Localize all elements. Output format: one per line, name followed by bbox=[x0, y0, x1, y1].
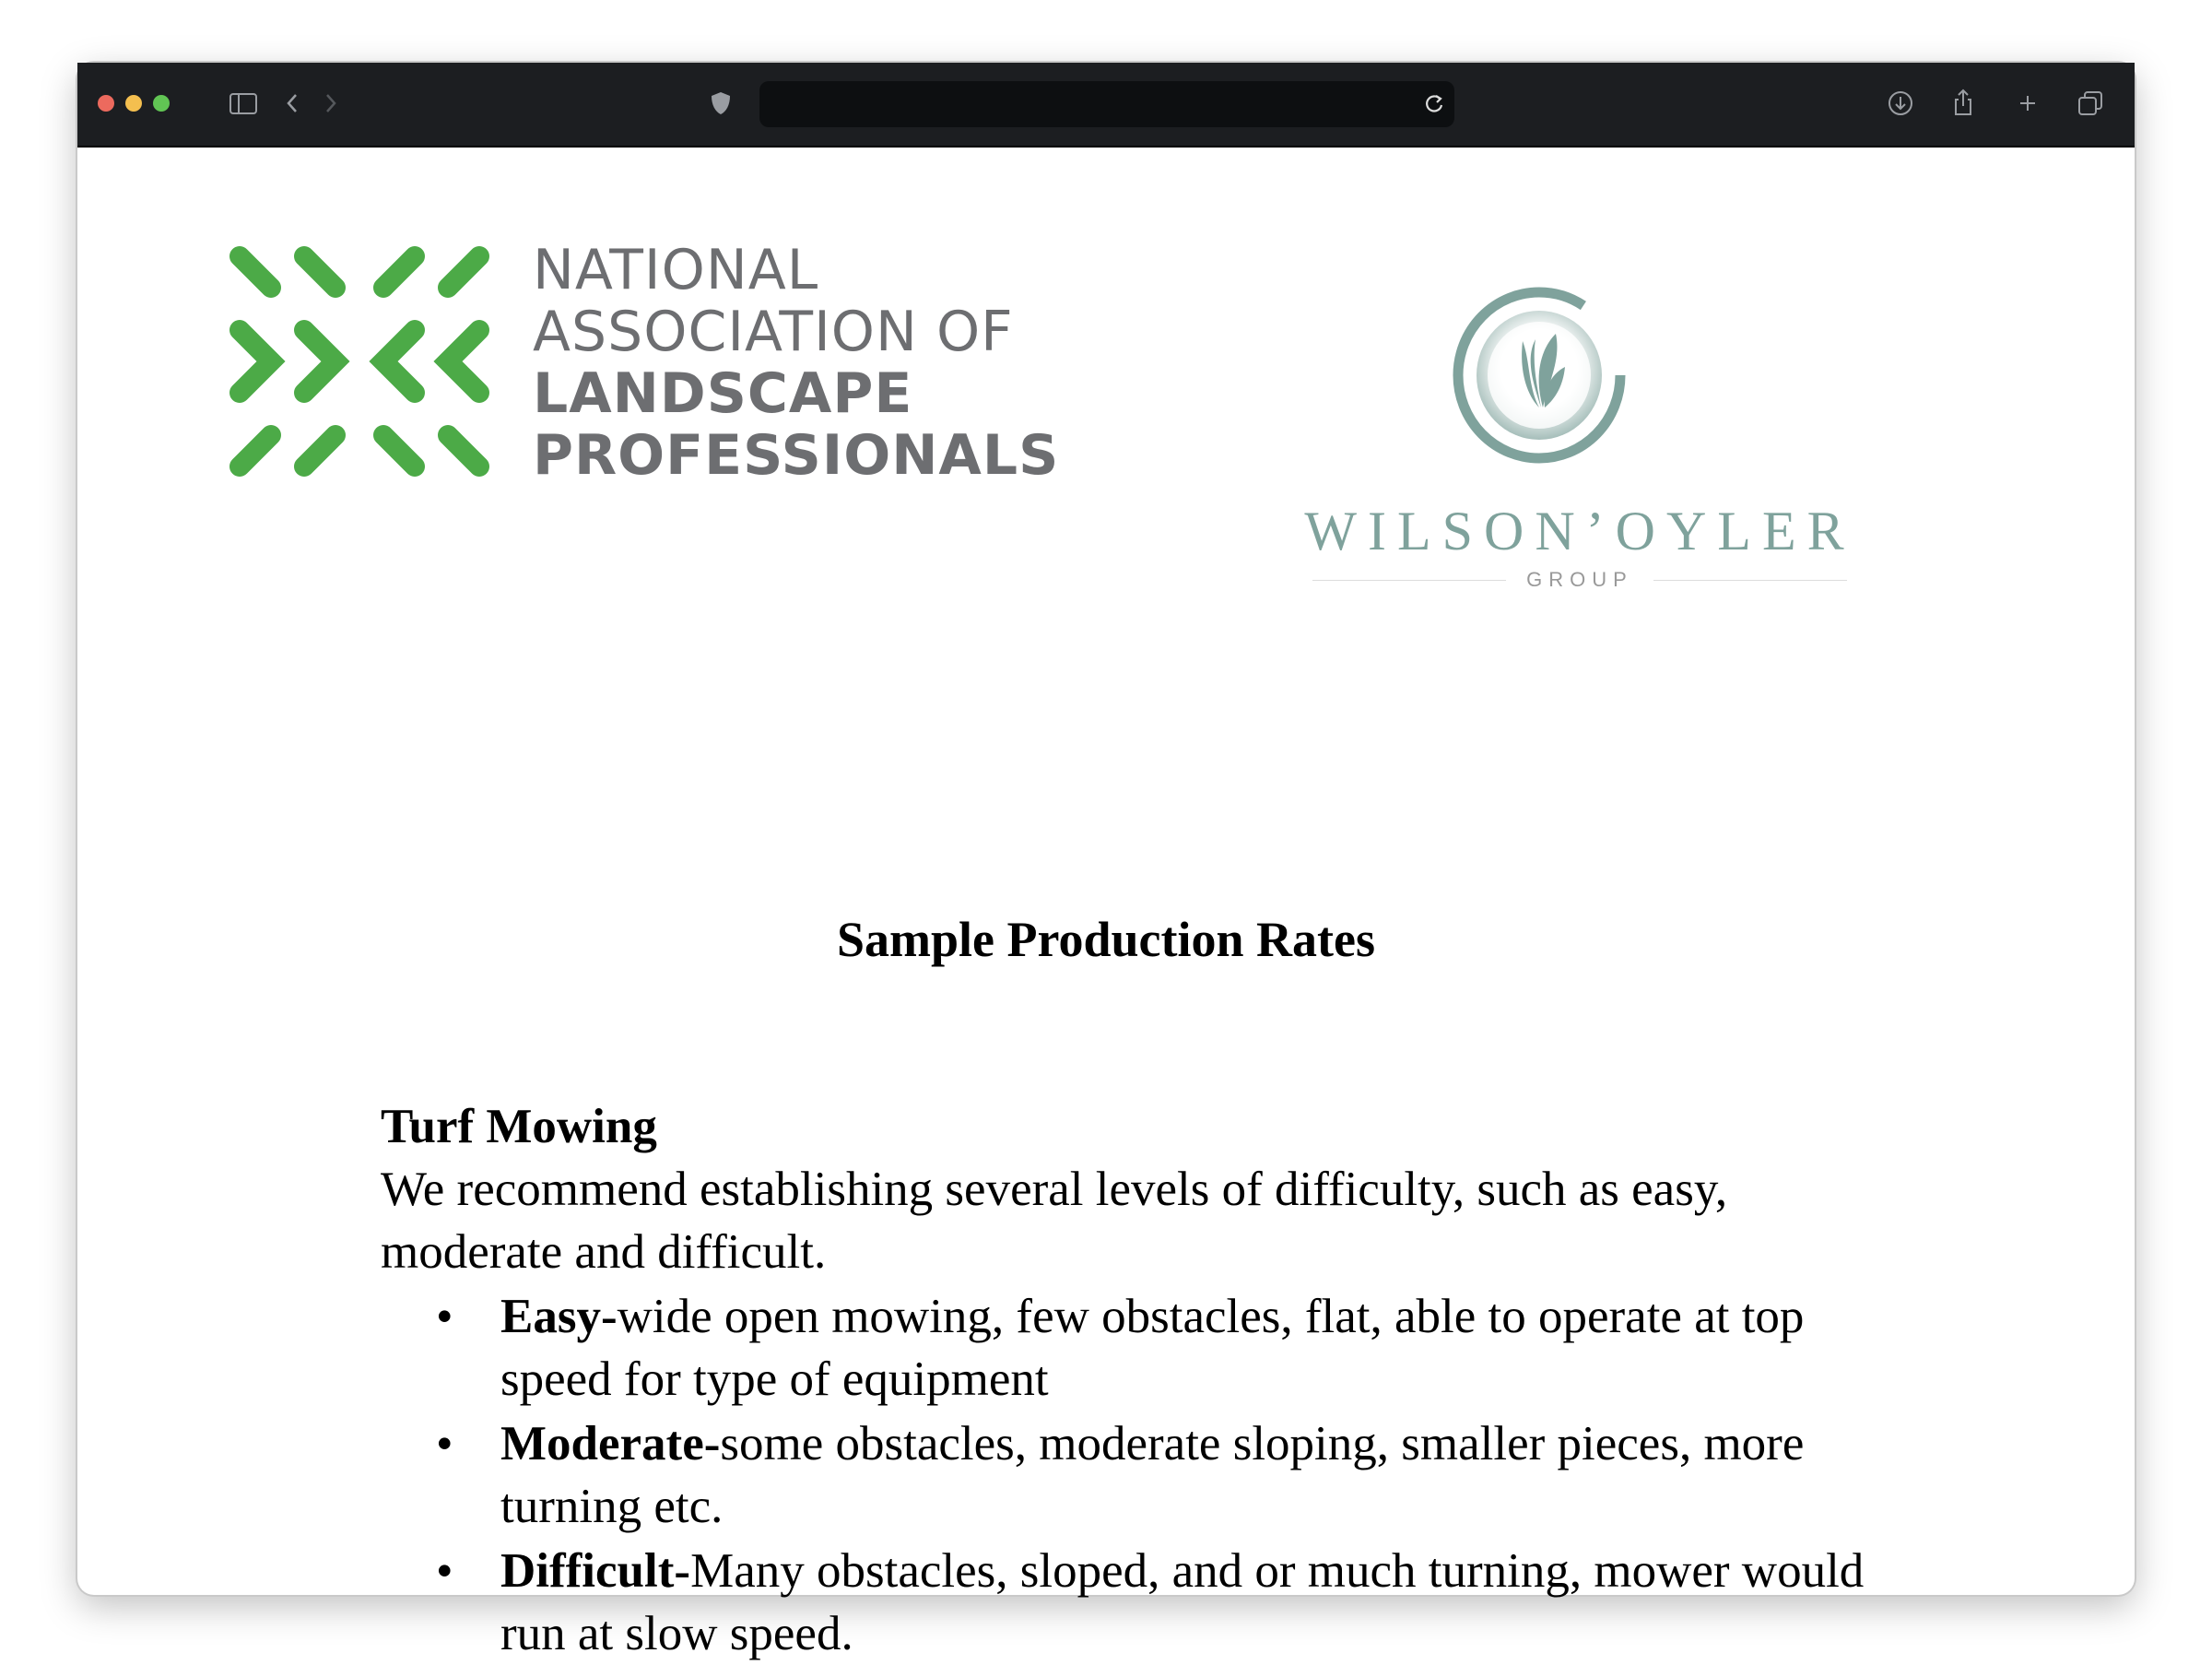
logo-line: ASSOCIATION OF bbox=[533, 300, 1014, 364]
document-title: Sample Production Rates bbox=[836, 912, 1375, 967]
browser-toolbar bbox=[77, 63, 2135, 148]
item-label: Difficult- bbox=[500, 1544, 691, 1598]
document-body bbox=[381, 1095, 1892, 1665]
wilson-oyler-group-text: GROUP bbox=[1526, 568, 1633, 591]
new-tab-icon[interactable] bbox=[2011, 87, 2044, 120]
reload-icon[interactable] bbox=[1418, 88, 1451, 121]
intro-paragraph: We recommend establishing several levels of difficulty, such as easy, moderate and difficult. bbox=[381, 1163, 1728, 1279]
logo-line: LANDSCAPE bbox=[533, 361, 913, 426]
address-bar[interactable] bbox=[759, 81, 1454, 127]
logo-line: PROFESSIONALS bbox=[533, 423, 1060, 488]
sidebar-icon[interactable] bbox=[227, 87, 260, 120]
wilson-oyler-emblem-icon bbox=[1447, 286, 1631, 470]
download-icon[interactable] bbox=[1884, 87, 1917, 120]
forward-icon[interactable] bbox=[313, 87, 347, 120]
divider bbox=[1653, 580, 1847, 581]
wilson-oyler-logo-text: WILSON’OYLER bbox=[1304, 501, 1855, 561]
shield-icon[interactable] bbox=[704, 87, 737, 120]
minimize-window-button[interactable] bbox=[125, 95, 142, 112]
list-item bbox=[436, 1412, 1892, 1538]
bullet: • bbox=[436, 1417, 453, 1470]
bullet: • bbox=[436, 1544, 453, 1598]
share-icon[interactable] bbox=[1947, 87, 1980, 120]
logo-line: NATIONAL bbox=[533, 238, 819, 302]
close-window-button[interactable] bbox=[98, 95, 114, 112]
difficulty-list bbox=[381, 1285, 1892, 1665]
list-item bbox=[436, 1540, 1892, 1665]
browser-window bbox=[77, 63, 2135, 1660]
nalp-logo-text bbox=[533, 240, 1059, 487]
item-label: Easy- bbox=[500, 1290, 618, 1343]
item-text: Many obstacles, sloped, and or much turning, mower would run at slow speed. bbox=[500, 1544, 1865, 1660]
maximize-window-button[interactable] bbox=[153, 95, 170, 112]
item-text: wide open mowing, few obstacles, flat, able to operate at top speed for type of equipment bbox=[500, 1290, 1805, 1406]
list-item bbox=[436, 1285, 1892, 1411]
tabs-overview-icon[interactable] bbox=[2074, 87, 2107, 120]
back-icon[interactable] bbox=[276, 87, 310, 120]
item-label: Moderate- bbox=[500, 1417, 721, 1470]
bullet: • bbox=[436, 1290, 453, 1343]
item-text: some obstacles, moderate sloping, smaller pieces, more turning etc. bbox=[500, 1417, 1805, 1533]
section-heading: Turf Mowing bbox=[381, 1100, 657, 1153]
nalp-logo-icon bbox=[229, 245, 490, 478]
page-content bbox=[77, 148, 2135, 1660]
